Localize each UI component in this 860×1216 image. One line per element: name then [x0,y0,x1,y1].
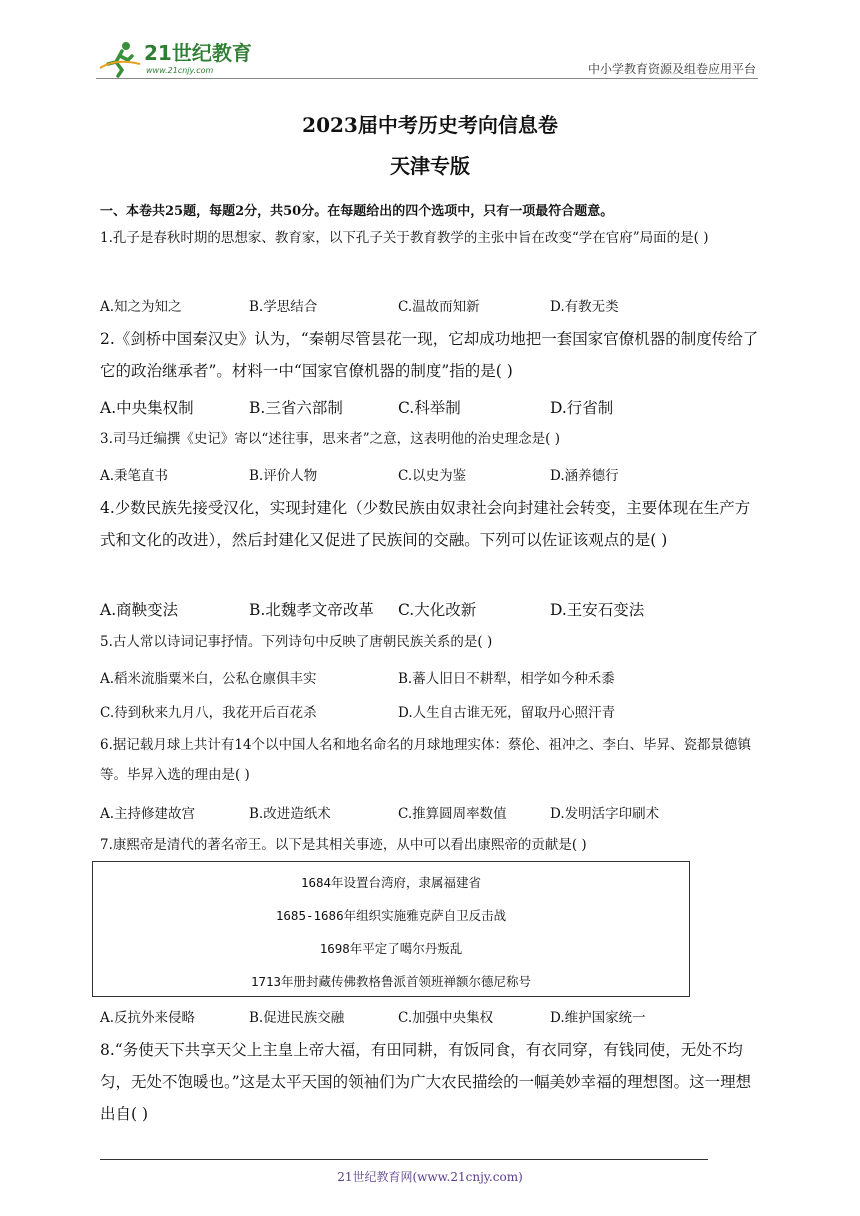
option-c[interactable]: C.待到秋来九月八，我花开后百花杀 [100,705,317,721]
option-a[interactable]: A.秉笔直书 [100,468,169,484]
option-b[interactable]: B.学思结合 [249,299,318,315]
runner-icon [100,42,140,76]
option-a[interactable]: A.中央集权制 [100,399,194,417]
question-2-stem: 2.《剑桥中国秦汉史》认为，“秦朝尽管昙花一现，它却成功地把一套国家官僚机器的制度传给了它的政治继承者”。材料一中“国家官僚机器的制度”指的是( ) [100,330,759,380]
site-logo [96,38,296,78]
question-1-stem: 1.孔子是春秋时期的思想家、教育家，以下孔子关于教育教学的主张中旨在改变“学在官府”局面的是( ) [100,230,709,246]
footer-link[interactable]: 21世纪教育网(www.21cnjy.com) [337,1170,523,1184]
option-a[interactable]: A.主持修建故宫 [100,806,196,822]
option-a[interactable]: A.商鞅变法 [100,601,179,619]
option-c[interactable]: C.科举制 [398,399,461,417]
option-b[interactable]: B.北魏孝文帝改革 [249,601,374,619]
option-d[interactable]: D.涵养德行 [550,468,619,484]
material-box [92,861,690,997]
option-b[interactable]: B.改进造纸术 [249,806,331,822]
question-3-stem: 3.司马迁编撰《史记》寄以“述往事，思来者”之意，这表明他的治史理念是( ) [100,431,561,447]
option-d[interactable]: D.发明活字印刷术 [550,806,660,822]
option-c[interactable]: C.温故而知新 [398,299,480,315]
question-5-stem: 5.古人常以诗词记事抒情。下列诗句中反映了唐朝民族关系的是( ) [100,634,493,650]
option-d[interactable]: D.行省制 [550,399,614,417]
option-b[interactable]: B.蕃人旧日不耕犁，相学如今种禾黍 [398,671,615,687]
footer-divider [100,1159,708,1160]
question-7-stem: 7.康熙帝是清代的著名帝王。以下是其相关事迹，从中可以看出康熙帝的贡献是( ) [100,837,587,853]
option-c[interactable]: C.大化改新 [398,601,477,619]
option-c[interactable]: C.以史为鉴 [398,468,467,484]
option-b[interactable]: B.评价人物 [249,468,318,484]
option-c[interactable]: C.加强中央集权 [398,1010,494,1026]
platform-name: 中小学教育资源及组卷应用平台 [587,62,756,76]
page-title: 2023届中考历史考向信息卷 [302,113,558,137]
option-a[interactable]: A.反抗外来侵略 [100,1010,196,1026]
material-line: 1698年平定了噶尔丹叛乱 [319,941,463,956]
option-d[interactable]: D.人生自古谁无死，留取丹心照汗青 [398,705,616,721]
question-8-stem: 8.“务使天下共享天父上主皇上帝大福，有田同耕，有饭同食，有衣同穿，有钱同使，无处不均匀，无处不饱暖也。”这是太平天国的领袖们为广大农民描绘的一幅美妙幸福的理想图。这一理想出自( ) [100,1041,752,1123]
svg-text:www.21cnjy.com: www.21cnjy.com [146,66,214,75]
option-d[interactable]: D.维护国家统一 [550,1010,646,1026]
option-a[interactable]: A.稻米流脂粟米白，公私仓廪俱丰实 [100,671,317,687]
section-heading: 一、本卷共25题，每题2分，共50分。在每题给出的四个选项中，只有一项最符合题意。 [100,204,614,219]
svg-text:21世纪教育: 21世纪教育 [144,41,252,65]
material-line: 1685-1686年组织实施雅克萨自卫反击战 [275,908,507,923]
material-line: 1684年设置台湾府，隶属福建省 [300,875,482,890]
option-d[interactable]: D.有教无类 [550,299,619,315]
option-c[interactable]: C.推算圆周率数值 [398,806,507,822]
option-b[interactable]: B.三省六部制 [249,399,343,417]
option-b[interactable]: B.促进民族交融 [249,1010,345,1026]
option-d[interactable]: D.王安石变法 [550,601,645,619]
material-line: 1713年册封藏传佛教格鲁派首领班禅额尔德尼称号 [250,974,532,989]
question-4-stem: 4.少数民族先接受汉化，实现封建化（少数民族由奴隶社会向封建社会转变，主要体现在生产方式和文化的改进），然后封建化又促进了民族间的交融。下列可以佐证该观点的是( ) [100,499,751,549]
page-subtitle: 天津专版 [390,154,470,178]
header-divider [96,78,758,79]
option-a[interactable]: A.知之为知之 [100,299,182,315]
question-6-stem: 6.据记载月球上共计有14个以中国人名和地名命名的月球地理实体：蔡伦、祖冲之、李白、毕昇、瓷都景德镇等。毕昇入选的理由是( ) [100,737,752,783]
